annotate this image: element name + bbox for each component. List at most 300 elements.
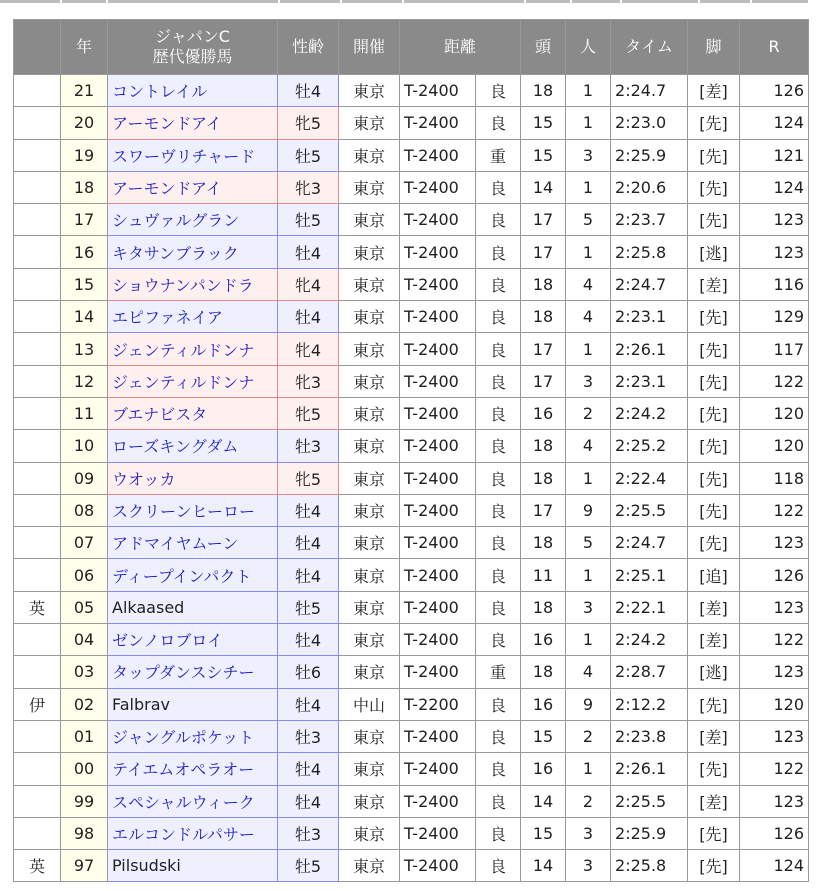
going-cell: 良 — [476, 785, 521, 817]
sex-age-cell: 牡5 — [278, 850, 339, 882]
venue-cell: 東京 — [339, 139, 400, 171]
country-flag — [14, 559, 61, 591]
going-cell: 良 — [476, 850, 521, 882]
course-cell: T-2400 — [400, 494, 476, 526]
year-cell: 18 — [61, 171, 108, 203]
sex-age-cell: 牡4 — [278, 494, 339, 526]
going-cell: 良 — [476, 397, 521, 429]
sex-age-cell: 牡4 — [278, 75, 339, 107]
country-flag — [14, 430, 61, 462]
course-cell: T-2400 — [400, 624, 476, 656]
rating-cell: 120 — [740, 397, 809, 429]
runners-cell: 16 — [521, 688, 566, 720]
runners-cell: 18 — [521, 301, 566, 333]
rating-cell: 126 — [740, 559, 809, 591]
running-style-cell: [逃] — [688, 236, 740, 268]
time-cell: 2:26.1 — [611, 333, 688, 365]
venue-cell: 東京 — [339, 75, 400, 107]
country-flag — [14, 753, 61, 785]
venue-cell: 東京 — [339, 268, 400, 300]
winner-link[interactable]: スワーヴリチャード — [108, 139, 278, 171]
table-row — [14, 204, 809, 236]
runners-cell: 17 — [521, 204, 566, 236]
sex-age-cell: 牝5 — [278, 107, 339, 139]
popularity-cell: 4 — [566, 268, 611, 300]
going-cell: 良 — [476, 720, 521, 752]
going-cell: 良 — [476, 688, 521, 720]
venue-cell: 東京 — [339, 365, 400, 397]
time-cell: 2:23.8 — [611, 720, 688, 752]
runners-cell: 16 — [521, 397, 566, 429]
venue-cell: 東京 — [339, 559, 400, 591]
runners-cell: 18 — [521, 462, 566, 494]
year-cell: 14 — [61, 301, 108, 333]
running-style-cell: [追] — [688, 559, 740, 591]
winner-link[interactable]: アドマイヤムーン — [108, 527, 278, 559]
winner-link[interactable]: エルコンドルパサー — [108, 817, 278, 849]
country-flag — [14, 656, 61, 688]
table-row — [14, 397, 809, 429]
venue-cell: 東京 — [339, 591, 400, 623]
winner-link[interactable]: ローズキングダム — [108, 430, 278, 462]
header-winner-line2: 歴代優勝馬 — [152, 47, 233, 66]
sex-age-cell: 牝5 — [278, 397, 339, 429]
course-cell: T-2200 — [400, 688, 476, 720]
country-flag — [14, 624, 61, 656]
course-cell: T-2400 — [400, 559, 476, 591]
sex-age-cell: 牡5 — [278, 204, 339, 236]
header-winner — [108, 20, 278, 75]
going-cell: 良 — [476, 462, 521, 494]
time-cell: 2:25.8 — [611, 236, 688, 268]
runners-cell: 15 — [521, 817, 566, 849]
going-cell: 良 — [476, 204, 521, 236]
rating-cell: 118 — [740, 462, 809, 494]
popularity-cell: 1 — [566, 559, 611, 591]
popularity-cell: 9 — [566, 494, 611, 526]
rating-cell: 122 — [740, 753, 809, 785]
table-row — [14, 301, 809, 333]
venue-cell: 東京 — [339, 624, 400, 656]
running-style-cell: [逃] — [688, 656, 740, 688]
table-row — [14, 365, 809, 397]
popularity-cell: 2 — [566, 720, 611, 752]
popularity-cell: 1 — [566, 75, 611, 107]
runners-cell: 15 — [521, 139, 566, 171]
sex-age-cell: 牝4 — [278, 268, 339, 300]
course-cell: T-2400 — [400, 753, 476, 785]
time-cell: 2:23.0 — [611, 107, 688, 139]
rating-cell: 124 — [740, 850, 809, 882]
running-style-cell: [先] — [688, 527, 740, 559]
table-row — [14, 850, 809, 882]
rating-cell: 122 — [740, 494, 809, 526]
going-cell: 良 — [476, 559, 521, 591]
year-cell: 21 — [61, 75, 108, 107]
rating-cell: 120 — [740, 430, 809, 462]
running-style-cell: [先] — [688, 301, 740, 333]
table-row — [14, 624, 809, 656]
year-cell: 98 — [61, 817, 108, 849]
runners-cell: 16 — [521, 624, 566, 656]
running-style-cell: [先] — [688, 753, 740, 785]
year-cell: 05 — [61, 591, 108, 623]
year-cell: 08 — [61, 494, 108, 526]
course-cell: T-2400 — [400, 365, 476, 397]
winner-link[interactable]: テイエムオペラオー — [108, 753, 278, 785]
rating-cell: 123 — [740, 591, 809, 623]
time-cell: 2:24.7 — [611, 75, 688, 107]
header-style: 脚 — [688, 20, 740, 75]
going-cell: 良 — [476, 365, 521, 397]
venue-cell: 東京 — [339, 462, 400, 494]
year-cell: 15 — [61, 268, 108, 300]
table-row — [14, 236, 809, 268]
course-cell: T-2400 — [400, 817, 476, 849]
venue-cell: 東京 — [339, 850, 400, 882]
sex-age-cell: 牡6 — [278, 656, 339, 688]
table-row — [14, 785, 809, 817]
sex-age-cell: 牡3 — [278, 817, 339, 849]
year-cell: 09 — [61, 462, 108, 494]
venue-cell: 東京 — [339, 720, 400, 752]
rating-cell: 123 — [740, 720, 809, 752]
runners-cell: 17 — [521, 236, 566, 268]
runners-cell: 17 — [521, 365, 566, 397]
going-cell: 良 — [476, 624, 521, 656]
runners-cell: 14 — [521, 785, 566, 817]
running-style-cell: [差] — [688, 624, 740, 656]
year-cell: 13 — [61, 333, 108, 365]
country-flag — [14, 365, 61, 397]
time-cell: 2:22.1 — [611, 591, 688, 623]
course-cell: T-2400 — [400, 397, 476, 429]
year-cell: 12 — [61, 365, 108, 397]
table-row — [14, 753, 809, 785]
running-style-cell: [先] — [688, 139, 740, 171]
course-cell: T-2400 — [400, 785, 476, 817]
venue-cell: 東京 — [339, 753, 400, 785]
winner-link[interactable]: ブエナビスタ — [108, 397, 278, 429]
table-row — [14, 171, 809, 203]
winner-link[interactable]: アーモンドアイ — [108, 107, 278, 139]
rating-cell: 120 — [740, 688, 809, 720]
time-cell: 2:23.1 — [611, 301, 688, 333]
header-sex-age: 性齢 — [278, 20, 339, 75]
going-cell: 重 — [476, 656, 521, 688]
table-row — [14, 462, 809, 494]
popularity-cell: 1 — [566, 107, 611, 139]
previous-table-edge — [0, 0, 828, 14]
course-cell: T-2400 — [400, 171, 476, 203]
rating-cell: 124 — [740, 171, 809, 203]
winner-link[interactable]: シュヴァルグラン — [108, 204, 278, 236]
time-cell: 2:24.2 — [611, 397, 688, 429]
table-row — [14, 817, 809, 849]
country-flag: 英 — [14, 850, 61, 882]
course-cell: T-2400 — [400, 139, 476, 171]
course-cell: T-2400 — [400, 656, 476, 688]
country-flag — [14, 397, 61, 429]
popularity-cell: 5 — [566, 204, 611, 236]
popularity-cell: 2 — [566, 785, 611, 817]
popularity-cell: 3 — [566, 591, 611, 623]
going-cell: 良 — [476, 494, 521, 526]
venue-cell: 東京 — [339, 656, 400, 688]
runners-cell: 18 — [521, 527, 566, 559]
runners-cell: 18 — [521, 430, 566, 462]
country-flag — [14, 785, 61, 817]
course-cell: T-2400 — [400, 527, 476, 559]
winner-link[interactable]: ジェンティルドンナ — [108, 365, 278, 397]
rating-cell: 121 — [740, 139, 809, 171]
time-cell: 2:23.7 — [611, 204, 688, 236]
rating-cell: 129 — [740, 301, 809, 333]
time-cell: 2:24.2 — [611, 624, 688, 656]
rating-cell: 123 — [740, 785, 809, 817]
popularity-cell: 1 — [566, 462, 611, 494]
table-row — [14, 494, 809, 526]
table-row — [14, 527, 809, 559]
time-cell: 2:25.9 — [611, 139, 688, 171]
running-style-cell: [先] — [688, 462, 740, 494]
time-cell: 2:23.1 — [611, 365, 688, 397]
winner-link[interactable]: ショウナンパンドラ — [108, 268, 278, 300]
running-style-cell: [先] — [688, 171, 740, 203]
winner-link[interactable]: キタサンブラック — [108, 236, 278, 268]
country-flag — [14, 462, 61, 494]
time-cell: 2:25.2 — [611, 430, 688, 462]
header-venue: 開催 — [339, 20, 400, 75]
running-style-cell: [差] — [688, 720, 740, 752]
header-flag — [14, 20, 61, 75]
header-distance: 距離 — [400, 20, 521, 75]
rating-cell: 123 — [740, 236, 809, 268]
venue-cell: 東京 — [339, 527, 400, 559]
rating-cell: 123 — [740, 527, 809, 559]
table-row — [14, 688, 809, 720]
header-runners: 頭 — [521, 20, 566, 75]
rating-cell: 116 — [740, 268, 809, 300]
running-style-cell: [先] — [688, 365, 740, 397]
runners-cell: 18 — [521, 656, 566, 688]
winner-link[interactable]: スペシャルウィーク — [108, 785, 278, 817]
winner-link[interactable]: コントレイル — [108, 75, 278, 107]
winner-link[interactable]: Alkaased — [108, 591, 278, 623]
header-time: タイム — [611, 20, 688, 75]
popularity-cell: 1 — [566, 753, 611, 785]
running-style-cell: [差] — [688, 785, 740, 817]
sex-age-cell: 牡3 — [278, 720, 339, 752]
winner-link[interactable]: Pilsudski — [108, 850, 278, 882]
country-flag: 伊 — [14, 688, 61, 720]
year-cell: 20 — [61, 107, 108, 139]
year-cell: 17 — [61, 204, 108, 236]
winner-link[interactable]: アーモンドアイ — [108, 171, 278, 203]
runners-cell: 18 — [521, 268, 566, 300]
year-cell: 99 — [61, 785, 108, 817]
running-style-cell: [先] — [688, 850, 740, 882]
winner-link[interactable]: ディープインパクト — [108, 559, 278, 591]
runners-cell: 15 — [521, 720, 566, 752]
header-rating: R — [740, 20, 809, 75]
time-cell: 2:22.4 — [611, 462, 688, 494]
venue-cell: 東京 — [339, 301, 400, 333]
table-row — [14, 591, 809, 623]
country-flag — [14, 720, 61, 752]
venue-cell: 東京 — [339, 430, 400, 462]
venue-cell: 中山 — [339, 688, 400, 720]
running-style-cell: [差] — [688, 268, 740, 300]
year-cell: 01 — [61, 720, 108, 752]
runners-cell: 14 — [521, 850, 566, 882]
winner-link[interactable]: ジャングルポケット — [108, 720, 278, 752]
going-cell: 良 — [476, 753, 521, 785]
winner-link[interactable]: タップダンスシチー — [108, 656, 278, 688]
winner-link[interactable]: エピファネイア — [108, 301, 278, 333]
venue-cell: 東京 — [339, 397, 400, 429]
venue-cell: 東京 — [339, 204, 400, 236]
popularity-cell: 1 — [566, 624, 611, 656]
table-row — [14, 139, 809, 171]
going-cell: 良 — [476, 107, 521, 139]
running-style-cell: [差] — [688, 591, 740, 623]
popularity-cell: 3 — [566, 817, 611, 849]
running-style-cell: [先] — [688, 817, 740, 849]
going-cell: 良 — [476, 591, 521, 623]
country-flag — [14, 204, 61, 236]
header-row — [14, 20, 809, 75]
venue-cell: 東京 — [339, 171, 400, 203]
time-cell: 2:24.7 — [611, 527, 688, 559]
table-row — [14, 333, 809, 365]
table-row — [14, 430, 809, 462]
runners-cell: 17 — [521, 333, 566, 365]
popularity-cell: 3 — [566, 139, 611, 171]
table-row — [14, 75, 809, 107]
year-cell: 16 — [61, 236, 108, 268]
country-flag — [14, 107, 61, 139]
table-row — [14, 268, 809, 300]
country-flag — [14, 527, 61, 559]
course-cell: T-2400 — [400, 591, 476, 623]
country-flag — [14, 333, 61, 365]
rating-cell: 123 — [740, 204, 809, 236]
table-row — [14, 107, 809, 139]
time-cell: 2:25.1 — [611, 559, 688, 591]
sex-age-cell: 牡5 — [278, 139, 339, 171]
rating-cell: 126 — [740, 817, 809, 849]
time-cell: 2:26.1 — [611, 753, 688, 785]
popularity-cell: 1 — [566, 333, 611, 365]
running-style-cell: [先] — [688, 107, 740, 139]
sex-age-cell: 牡4 — [278, 753, 339, 785]
rating-cell: 126 — [740, 75, 809, 107]
country-flag — [14, 75, 61, 107]
country-flag: 英 — [14, 591, 61, 623]
year-cell: 04 — [61, 624, 108, 656]
runners-cell: 18 — [521, 591, 566, 623]
time-cell: 2:12.2 — [611, 688, 688, 720]
sex-age-cell: 牝3 — [278, 365, 339, 397]
running-style-cell: [差] — [688, 75, 740, 107]
rating-cell: 117 — [740, 333, 809, 365]
popularity-cell: 4 — [566, 430, 611, 462]
going-cell: 良 — [476, 527, 521, 559]
going-cell: 良 — [476, 268, 521, 300]
rating-cell: 124 — [740, 107, 809, 139]
header-winner-line1: ジャパンC — [155, 27, 230, 46]
country-flag — [14, 494, 61, 526]
runners-cell: 18 — [521, 75, 566, 107]
sex-age-cell: 牡3 — [278, 430, 339, 462]
popularity-cell: 3 — [566, 365, 611, 397]
winner-link[interactable]: Falbrav — [108, 688, 278, 720]
popularity-cell: 2 — [566, 397, 611, 429]
rating-cell: 122 — [740, 365, 809, 397]
year-cell: 07 — [61, 527, 108, 559]
going-cell: 良 — [476, 430, 521, 462]
sex-age-cell: 牝4 — [278, 333, 339, 365]
time-cell: 2:25.9 — [611, 817, 688, 849]
course-cell: T-2400 — [400, 430, 476, 462]
time-cell: 2:24.7 — [611, 268, 688, 300]
course-cell: T-2400 — [400, 333, 476, 365]
popularity-cell: 4 — [566, 301, 611, 333]
country-flag — [14, 817, 61, 849]
year-cell: 03 — [61, 656, 108, 688]
popularity-cell: 3 — [566, 850, 611, 882]
venue-cell: 東京 — [339, 333, 400, 365]
sex-age-cell: 牝5 — [278, 462, 339, 494]
winner-link[interactable]: ジェンティルドンナ — [108, 333, 278, 365]
course-cell: T-2400 — [400, 850, 476, 882]
popularity-cell: 5 — [566, 527, 611, 559]
rating-cell: 123 — [740, 656, 809, 688]
popularity-cell: 9 — [566, 688, 611, 720]
year-cell: 10 — [61, 430, 108, 462]
country-flag — [14, 171, 61, 203]
running-style-cell: [先] — [688, 494, 740, 526]
popularity-cell: 1 — [566, 171, 611, 203]
runners-cell: 15 — [521, 107, 566, 139]
winner-link[interactable]: ゼンノロブロイ — [108, 624, 278, 656]
course-cell: T-2400 — [400, 720, 476, 752]
runners-cell: 11 — [521, 559, 566, 591]
sex-age-cell: 牝3 — [278, 171, 339, 203]
header-popularity: 人 — [566, 20, 611, 75]
going-cell: 良 — [476, 75, 521, 107]
year-cell: 11 — [61, 397, 108, 429]
country-flag — [14, 268, 61, 300]
sex-age-cell: 牡4 — [278, 559, 339, 591]
course-cell: T-2400 — [400, 107, 476, 139]
time-cell: 2:28.7 — [611, 656, 688, 688]
sex-age-cell: 牡4 — [278, 301, 339, 333]
going-cell: 良 — [476, 236, 521, 268]
sex-age-cell: 牡5 — [278, 591, 339, 623]
runners-cell: 16 — [521, 753, 566, 785]
runners-cell: 17 — [521, 494, 566, 526]
venue-cell: 東京 — [339, 107, 400, 139]
going-cell: 良 — [476, 333, 521, 365]
time-cell: 2:25.5 — [611, 785, 688, 817]
winner-link[interactable]: ウオッカ — [108, 462, 278, 494]
going-cell: 良 — [476, 171, 521, 203]
year-cell: 97 — [61, 850, 108, 882]
running-style-cell: [先] — [688, 204, 740, 236]
winner-link[interactable]: スクリーンヒーロー — [108, 494, 278, 526]
